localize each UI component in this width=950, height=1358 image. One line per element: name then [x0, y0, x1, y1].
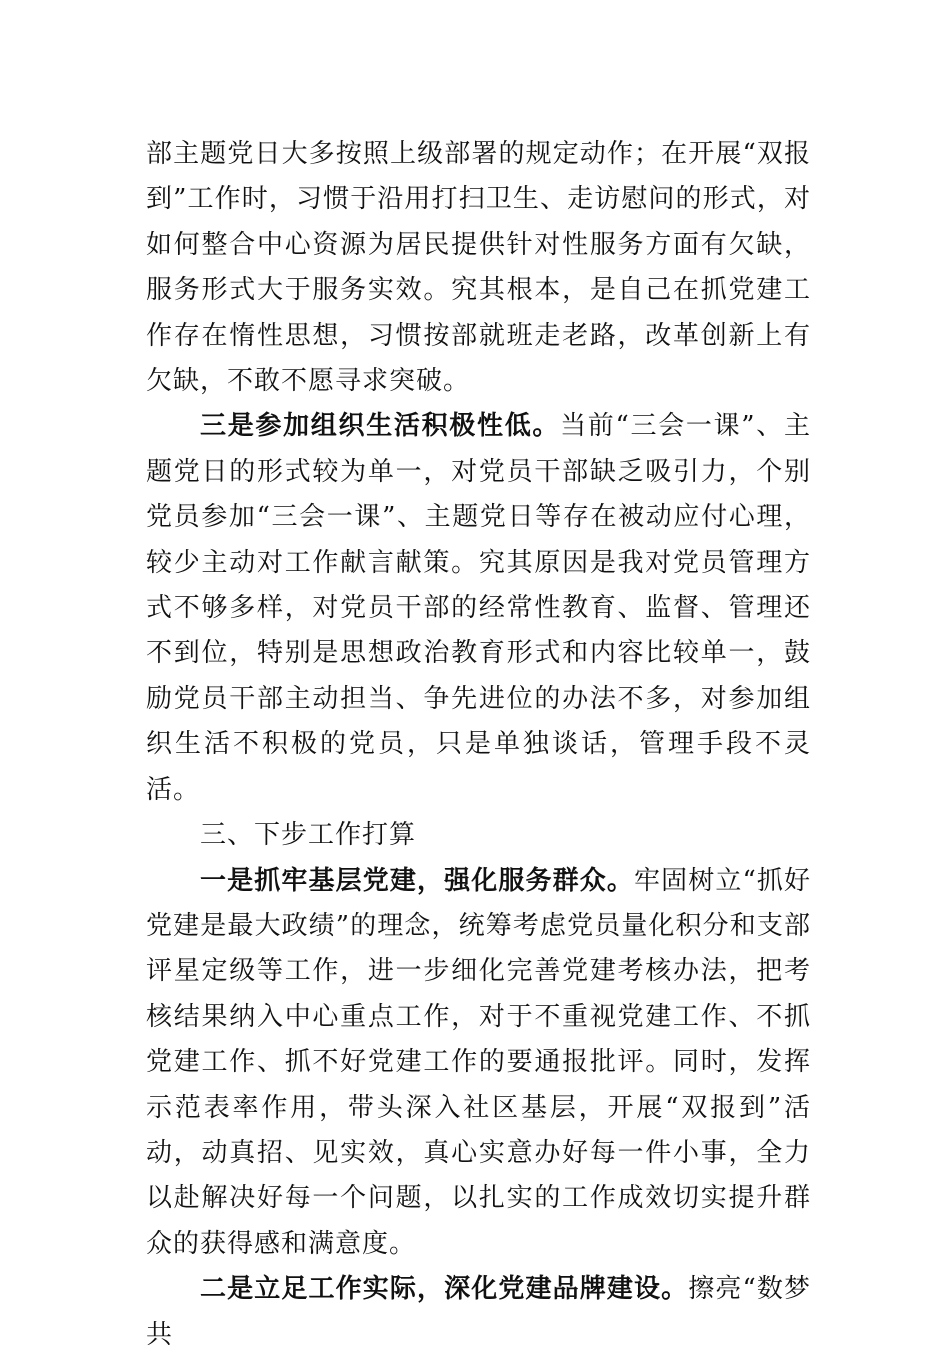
paragraph-text: 牢固树立“抓好党建是最大政绩”的理念，统筹考虑党员量化积分和支部评星定级等工作，进一步细化完善党建考核办法，把考核结果纳入中心重点工作，对于不重视党建工作、不抓党建工作、抓不好党建工作的要通报批评。同时，发挥示范表率作用，带头深入社区基层，开展“双报到”活动，动真招、见实效，真心实意办好每一件小事，全力以赴解决好每一个问题，以扎实的工作成效切实提升群众的获得感和满意度。 — [146, 865, 811, 1259]
paragraph-lead: 二是立足工作实际，深化党建品牌建设。 — [200, 1274, 689, 1305]
paragraph-lead: 一是抓牢基层党建，强化服务群众。 — [200, 865, 634, 896]
paragraph-point-three — [146, 404, 811, 813]
document-body — [146, 132, 811, 1358]
paragraph-lead: 三是参加组织生活积极性低。 — [200, 411, 561, 442]
section-heading: 三、下步工作打算 — [200, 820, 417, 851]
paragraph-text: 当前“三会一课”、主题党日的形式较为单一，对党员干部缺乏吸引力，个别党员参加“三会一课”、主题党日等存在被动应付心理，较少主动对工作献言献策。究其原因是我对党员管理方式不够多样，对党员干部的经常性教育、监督、管理还不到位，特别是思想政治教育形式和内容比较单一，鼓励党员干部主动担当、争先进位的办法不多，对参加组织生活不积极的党员，只是单独谈话，管理手段不灵活。 — [146, 411, 811, 805]
paragraph-plan-one — [146, 859, 811, 1268]
paragraph-text: 部主题党日大多按照上级部署的规定动作；在开展“双报到”工作时，习惯于沿用打扫卫生、走访慰问的形式，对如何整合中心资源为居民提供针对性服务方面有欠缺，服务形式大于服务实效。究其根本，是自己在抓党建工作存在惰性思想，习惯按部就班走老路，改革创新上有欠缺，不敢不愿寻求突破。 — [146, 139, 811, 397]
paragraph-continuation — [146, 132, 811, 404]
paragraph-plan-two — [146, 1267, 811, 1358]
paragraph-text: 擦亮“数梦共 — [146, 1274, 811, 1350]
